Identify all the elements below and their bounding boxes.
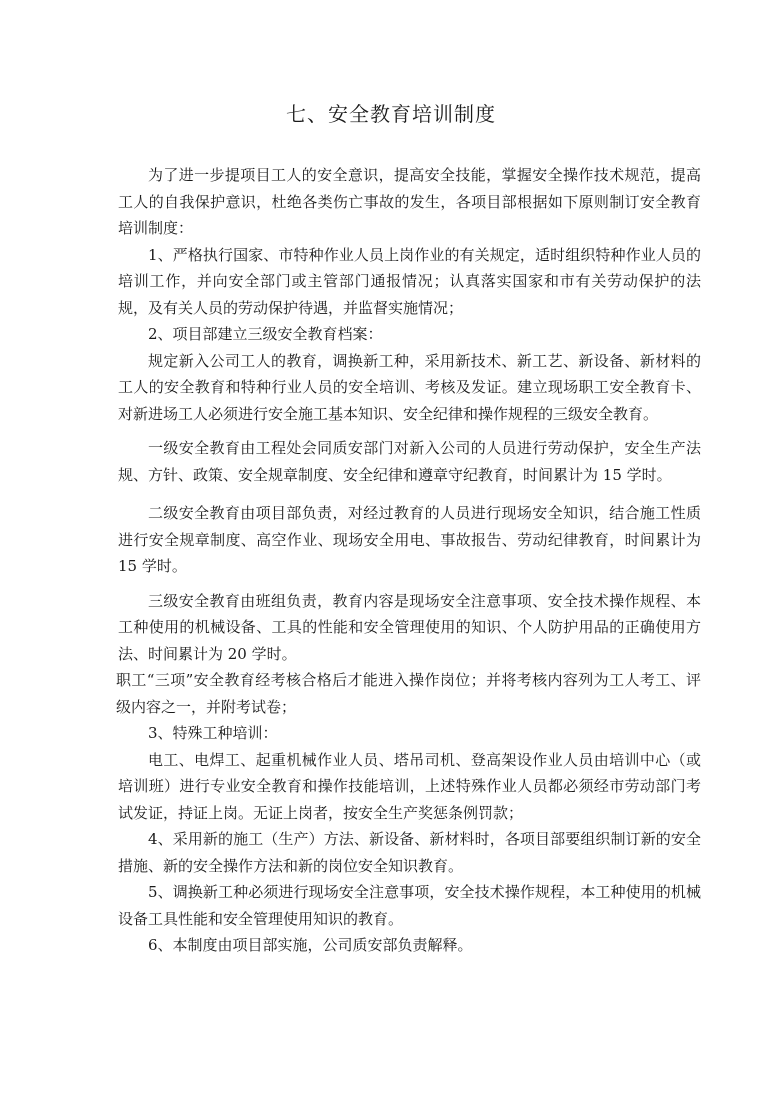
paragraph-rule-2-heading: 2、项目部建立三级安全教育档案：: [148, 325, 383, 343]
paragraph-rule-4: 4、采用新的施工（生产）方法、新设备、新材料时，各项目部要组织制订新的安全措施、新的安全操作方法和新的岗位安全知识教育。: [118, 830, 701, 875]
paragraph-three-level-assessment: 职工“三项”安全教育经考核合格后才能进入操作岗位；并将考核内容列为工人考工、评级内容之一，并附考试卷；: [116, 671, 701, 716]
paragraph-rule-6: 6、本制度由项目部实施，公司质安部负责解释。: [148, 936, 473, 954]
paragraph-rule-5: 5、调换新工种必须进行现场安全注意事项，安全技术操作规程，本工种使用的机械设备工具性能和安全管理使用知识的教育。: [118, 883, 701, 928]
document-body: [118, 162, 701, 959]
document-title: 七、安全教育培训制度: [286, 102, 496, 126]
paragraph-intro: 为了进一步提项目工人的安全意识，提高安全技能，掌握安全操作技术规范，提高工人的自我保护意识，杜绝各类伤亡事故的发生，各项目部根据如下原则制订安全教育培训制度：: [118, 166, 701, 237]
paragraph-rule-3-heading: 3、特殊工种培训：: [148, 724, 278, 742]
paragraph-rule-2-scope: 规定新入公司工人的教育，调换新工种，采用新技术、新工艺、新设备、新材料的工人的安全教育和特种行业人员的安全培训、考核及发证。建立现场职工安全教育卡、对新进场工人必须进行安全施工基本知识、安全纪律和操作规程的三级安全教育。: [118, 351, 701, 423]
paragraph-level-2-education: 二级安全教育由项目部负责，对经过教育的人员进行现场安全知识，结合施工性质进行安全规章制度、高空作业、现场安全用电、事故报告、劳动纪律教育，时间累计为 15 学时。: [118, 504, 701, 575]
paragraph-rule-3-detail: 电工、电焊工、起重机械作业人员、塔吊司机、登高架设作业人员由培训中心（或培训班）进行专业安全教育和操作技能培训，上述特殊作业人员都必须经市劳动部门考试发证，持证上岗。无证上岗者，按安全生产奖惩条例罚款；: [118, 750, 701, 822]
paragraph-rule-1: 1、严格执行国家、市特种作业人员上岗作业的有关规定，适时组织特种作业人员的培训工作，并向安全部门或主管部门通报情况；认真落实国家和市有关劳动保护的法规，及有关人员的劳动保护待遇，并监督实施情况；: [118, 245, 701, 317]
paragraph-level-1-education: 一级安全教育由工程处会同质安部门对新入公司的人员进行劳动保护，安全生产法规、方针、政策、安全规章制度、安全纪律和遵章守纪教育，时间累计为 15 学时。: [118, 439, 701, 484]
paragraph-level-3-education: 三级安全教育由班组负责，教育内容是现场安全注意事项、安全技术操作规程、本工种使用的机械设备、工具的性能和安全管理使用的知识、个人防护用品的正确使用方法、时间累计为 20 学时。: [118, 591, 701, 663]
